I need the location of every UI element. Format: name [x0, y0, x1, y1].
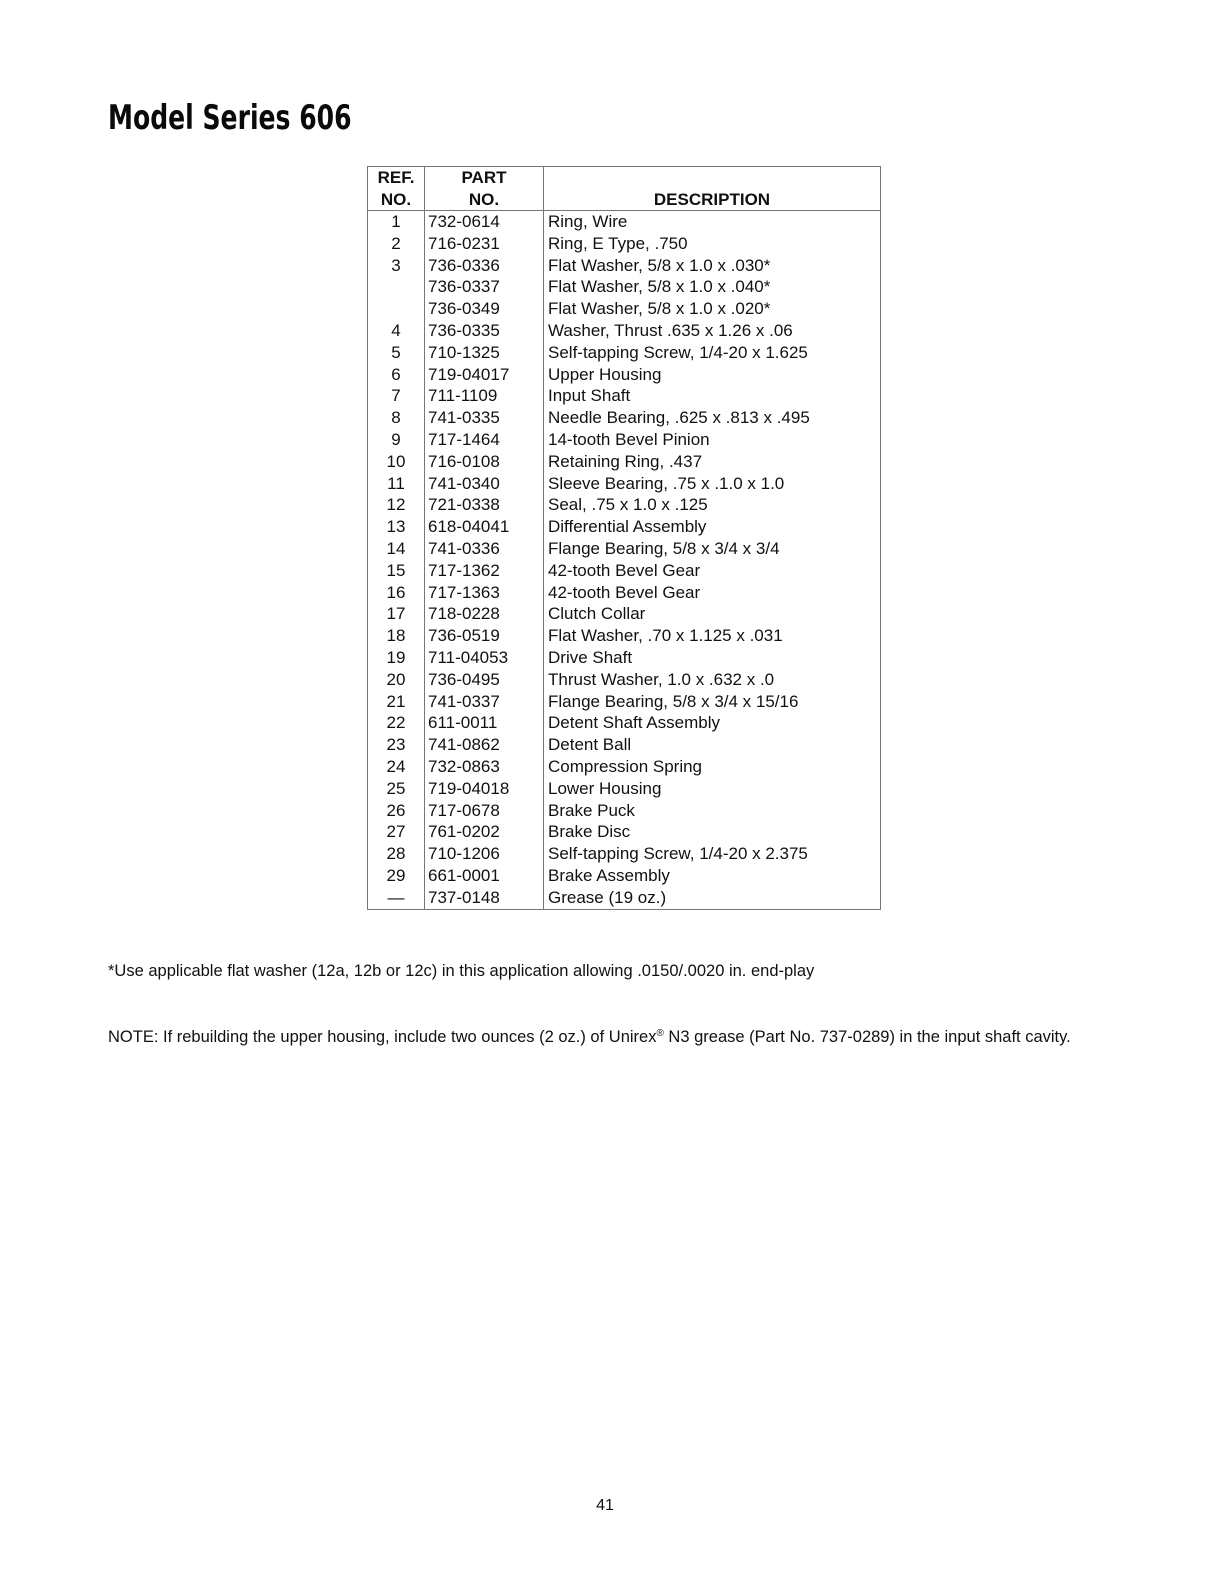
- description-cell: Self-tapping Screw, 1/4-20 x 1.625: [544, 342, 881, 364]
- part-number-cell: 611-0011: [425, 712, 544, 734]
- ref-cell: 14: [368, 538, 425, 560]
- table-row: [368, 865, 881, 887]
- description-cell: Grease (19 oz.): [544, 887, 881, 909]
- description-cell: Lower Housing: [544, 778, 881, 800]
- description-cell: Flat Washer, 5/8 x 1.0 x .020*: [544, 298, 881, 320]
- table-row: [368, 276, 881, 298]
- page-title: Model Series 606: [108, 98, 352, 138]
- ref-cell: 23: [368, 734, 425, 756]
- part-number-cell: 719-04017: [425, 364, 544, 386]
- table-row: [368, 255, 881, 277]
- table-row: [368, 734, 881, 756]
- description-cell: Drive Shaft: [544, 647, 881, 669]
- part-number-cell: 732-0863: [425, 756, 544, 778]
- description-cell: Seal, .75 x 1.0 x .125: [544, 494, 881, 516]
- header-ref-line2: NO.: [368, 188, 425, 211]
- part-number-cell: 736-0335: [425, 320, 544, 342]
- table-row: [368, 451, 881, 473]
- ref-cell: 18: [368, 625, 425, 647]
- ref-cell: 29: [368, 865, 425, 887]
- table-row: [368, 669, 881, 691]
- table-row: [368, 385, 881, 407]
- table-header-row: [368, 167, 881, 189]
- ref-cell: 24: [368, 756, 425, 778]
- table-row: [368, 603, 881, 625]
- table-row: [368, 887, 881, 909]
- ref-cell: 16: [368, 582, 425, 604]
- table-row: [368, 691, 881, 713]
- registered-mark: ®: [656, 1028, 664, 1039]
- description-cell: Clutch Collar: [544, 603, 881, 625]
- table-row: [368, 473, 881, 495]
- table-row: [368, 821, 881, 843]
- part-number-cell: 741-0340: [425, 473, 544, 495]
- table-row: [368, 211, 881, 233]
- ref-cell: 19: [368, 647, 425, 669]
- description-cell: 42-tooth Bevel Gear: [544, 582, 881, 604]
- header-desc-line1: [544, 167, 881, 189]
- header-part-line1: PART: [425, 167, 544, 189]
- table-row: [368, 800, 881, 822]
- ref-cell: 1: [368, 211, 425, 233]
- part-number-cell: 741-0336: [425, 538, 544, 560]
- part-number-cell: 737-0148: [425, 887, 544, 909]
- table-row: [368, 712, 881, 734]
- ref-cell: 17: [368, 603, 425, 625]
- description-cell: Flat Washer, 5/8 x 1.0 x .030*: [544, 255, 881, 277]
- ref-cell: 25: [368, 778, 425, 800]
- footnote: *Use applicable flat washer (12a, 12b or 12c) in this application allowing .0150/.0020 in. end-play: [108, 962, 815, 980]
- part-number-cell: 736-0519: [425, 625, 544, 647]
- part-number-cell: 736-0336: [425, 255, 544, 277]
- part-number-cell: 732-0614: [425, 211, 544, 233]
- ref-cell: 5: [368, 342, 425, 364]
- description-cell: Input Shaft: [544, 385, 881, 407]
- ref-cell: 2: [368, 233, 425, 255]
- part-number-cell: 736-0337: [425, 276, 544, 298]
- ref-cell: 7: [368, 385, 425, 407]
- table-row: [368, 407, 881, 429]
- description-cell: Brake Assembly: [544, 865, 881, 887]
- description-cell: Differential Assembly: [544, 516, 881, 538]
- description-cell: Thrust Washer, 1.0 x .632 x .0: [544, 669, 881, 691]
- table-row: [368, 516, 881, 538]
- part-number-cell: 717-0678: [425, 800, 544, 822]
- ref-cell: 12: [368, 494, 425, 516]
- description-cell: Washer, Thrust .635 x 1.26 x .06: [544, 320, 881, 342]
- ref-cell: 13: [368, 516, 425, 538]
- description-cell: Flat Washer, 5/8 x 1.0 x .040*: [544, 276, 881, 298]
- description-cell: 42-tooth Bevel Gear: [544, 560, 881, 582]
- table-row: [368, 342, 881, 364]
- ref-cell: 11: [368, 473, 425, 495]
- note-text: NOTE: If rebuilding the upper housing, include two ounces (2 oz.) of Unirex: [108, 1028, 657, 1046]
- page-number: 41: [596, 1497, 614, 1514]
- part-number-cell: 711-04053: [425, 647, 544, 669]
- part-number-cell: 761-0202: [425, 821, 544, 843]
- description-cell: Sleeve Bearing, .75 x .1.0 x 1.0: [544, 473, 881, 495]
- part-number-cell: 717-1362: [425, 560, 544, 582]
- parts-table-body: [368, 211, 881, 910]
- header-description: DESCRIPTION: [544, 188, 881, 211]
- header-part-line2: NO.: [425, 188, 544, 211]
- ref-cell: 22: [368, 712, 425, 734]
- part-number-cell: 711-1109: [425, 385, 544, 407]
- description-cell: Detent Ball: [544, 734, 881, 756]
- ref-cell: 27: [368, 821, 425, 843]
- part-number-cell: 736-0495: [425, 669, 544, 691]
- table-row: [368, 320, 881, 342]
- description-cell: Brake Puck: [544, 800, 881, 822]
- description-cell: Compression Spring: [544, 756, 881, 778]
- description-cell: Flange Bearing, 5/8 x 3/4 x 3/4: [544, 538, 881, 560]
- ref-cell: 20: [368, 669, 425, 691]
- part-number-cell: 710-1325: [425, 342, 544, 364]
- table-row: [368, 538, 881, 560]
- part-number-cell: 721-0338: [425, 494, 544, 516]
- part-number-cell: 716-0108: [425, 451, 544, 473]
- part-number-cell: 741-0335: [425, 407, 544, 429]
- description-cell: Ring, E Type, .750: [544, 233, 881, 255]
- description-cell: Retaining Ring, .437: [544, 451, 881, 473]
- description-cell: Ring, Wire: [544, 211, 881, 233]
- table-row: [368, 233, 881, 255]
- table-row: [368, 298, 881, 320]
- description-cell: Upper Housing: [544, 364, 881, 386]
- part-number-cell: 618-04041: [425, 516, 544, 538]
- table-row: [368, 560, 881, 582]
- table-row: [368, 625, 881, 647]
- description-cell: Flange Bearing, 5/8 x 3/4 x 15/16: [544, 691, 881, 713]
- description-cell: Brake Disc: [544, 821, 881, 843]
- ref-cell: [368, 298, 425, 320]
- table-row: [368, 843, 881, 865]
- description-cell: Flat Washer, .70 x 1.125 x .031: [544, 625, 881, 647]
- note-text-end: N3 grease (Part No. 737-0289) in the input shaft cavity.: [663, 1028, 1071, 1046]
- ref-cell: 21: [368, 691, 425, 713]
- header-ref-line1: REF.: [368, 167, 425, 189]
- table-row: [368, 429, 881, 451]
- table-row: [368, 647, 881, 669]
- description-cell: Detent Shaft Assembly: [544, 712, 881, 734]
- ref-cell: 10: [368, 451, 425, 473]
- ref-cell: [368, 276, 425, 298]
- description-cell: Needle Bearing, .625 x .813 x .495: [544, 407, 881, 429]
- table-row: [368, 364, 881, 386]
- part-number-cell: 719-04018: [425, 778, 544, 800]
- ref-cell: 6: [368, 364, 425, 386]
- ref-cell: 9: [368, 429, 425, 451]
- part-number-cell: 718-0228: [425, 603, 544, 625]
- ref-cell: 4: [368, 320, 425, 342]
- part-number-cell: 661-0001: [425, 865, 544, 887]
- table-row: [368, 778, 881, 800]
- part-number-cell: 717-1464: [425, 429, 544, 451]
- table-row: [368, 582, 881, 604]
- part-number-cell: 741-0337: [425, 691, 544, 713]
- note: [108, 1028, 1071, 1047]
- description-cell: Self-tapping Screw, 1/4-20 x 2.375: [544, 843, 881, 865]
- table-row: [368, 756, 881, 778]
- ref-cell: 3: [368, 255, 425, 277]
- parts-table: [367, 166, 881, 910]
- part-number-cell: 716-0231: [425, 233, 544, 255]
- part-number-cell: 710-1206: [425, 843, 544, 865]
- ref-cell: —: [368, 887, 425, 909]
- table-header-row: [368, 188, 881, 211]
- ref-cell: 15: [368, 560, 425, 582]
- part-number-cell: 717-1363: [425, 582, 544, 604]
- table-row: [368, 494, 881, 516]
- ref-cell: 28: [368, 843, 425, 865]
- ref-cell: 26: [368, 800, 425, 822]
- part-number-cell: 741-0862: [425, 734, 544, 756]
- description-cell: 14-tooth Bevel Pinion: [544, 429, 881, 451]
- ref-cell: 8: [368, 407, 425, 429]
- part-number-cell: 736-0349: [425, 298, 544, 320]
